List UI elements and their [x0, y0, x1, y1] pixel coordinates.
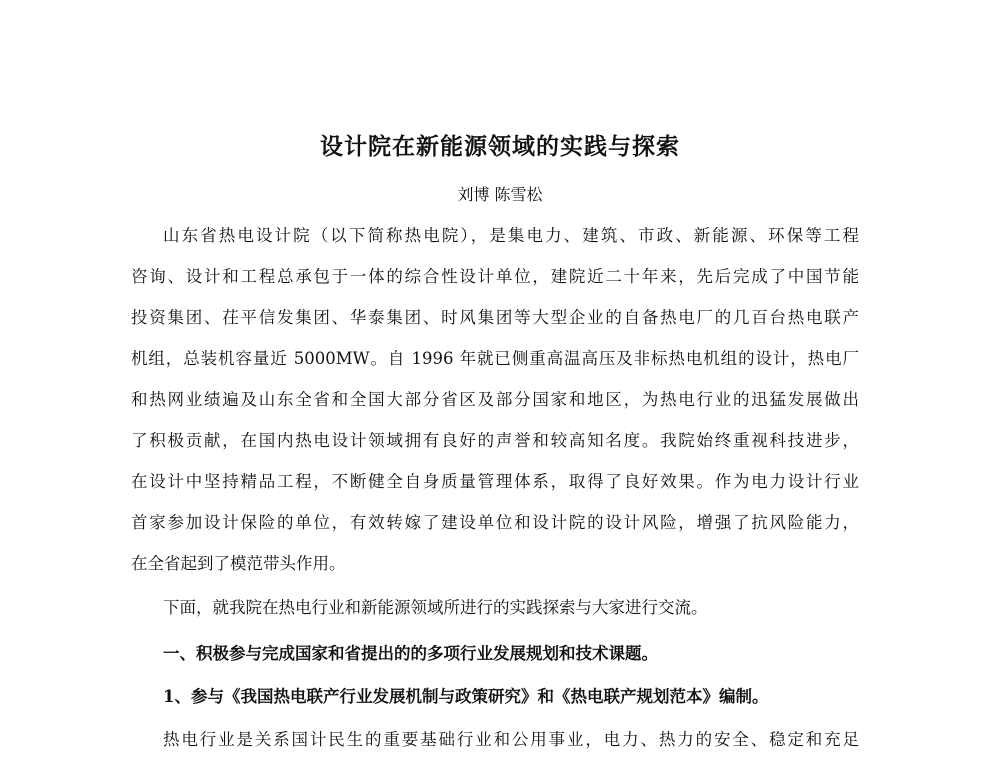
paragraph-line: 和热网业绩遍及山东全省和全国大部分省区及部分国家和地区，为热电行业的迅猛发展做出: [131, 390, 859, 409]
paragraph-line: 咨询、设计和工程总承包于一体的综合性设计单位，建院近二十年来，先后完成了中国节能: [131, 267, 859, 286]
paragraph-line: 山东省热电设计院（以下简称热电院），是集电力、建筑、市政、新能源、环保等工程: [163, 226, 859, 245]
paragraph-line: 热电行业是关系国计民生的重要基础行业和公用事业，电力、热力的安全、稳定和充足: [163, 730, 859, 749]
section-heading: 一、积极参与完成国家和省提出的的多项行业发展规划和技术课题。: [163, 644, 658, 663]
document-authors: 刘博 陈雪松: [457, 185, 543, 204]
paragraph-line: 机组，总装机容量近 5000MW。自 1996 年就已侧重高温高压及非标热电机组的设计，热电厂: [131, 349, 859, 368]
subsection-heading: 1、参与《我国热电联产行业发展机制与政策研究》和《热电联产规划范本》编制。: [163, 687, 769, 706]
paragraph-line: 在全省起到了模范带头作用。: [131, 554, 346, 573]
paragraph-line: 首家参加设计保险的单位，有效转嫁了建设单位和设计院的设计风险，增强了抗风险能力，: [131, 513, 859, 532]
paragraph-line: 下面，就我院在热电行业和新能源领域所进行的实践探索与大家进行交流。: [163, 598, 708, 617]
paragraph-line: 了积极贡献，在国内热电设计领域拥有良好的声誉和较高知名度。我院始终重视科技进步，: [131, 431, 859, 450]
paragraph-line: 投资集团、茌平信发集团、华泰集团、时风集团等大型企业的自备热电厂的几百台热电联产: [131, 308, 859, 327]
document-title: 设计院在新能源领域的实践与探索: [320, 133, 680, 160]
paragraph-line: 在设计中坚持精品工程，不断健全自身质量管理体系，取得了良好效果。作为电力设计行业: [131, 472, 859, 491]
